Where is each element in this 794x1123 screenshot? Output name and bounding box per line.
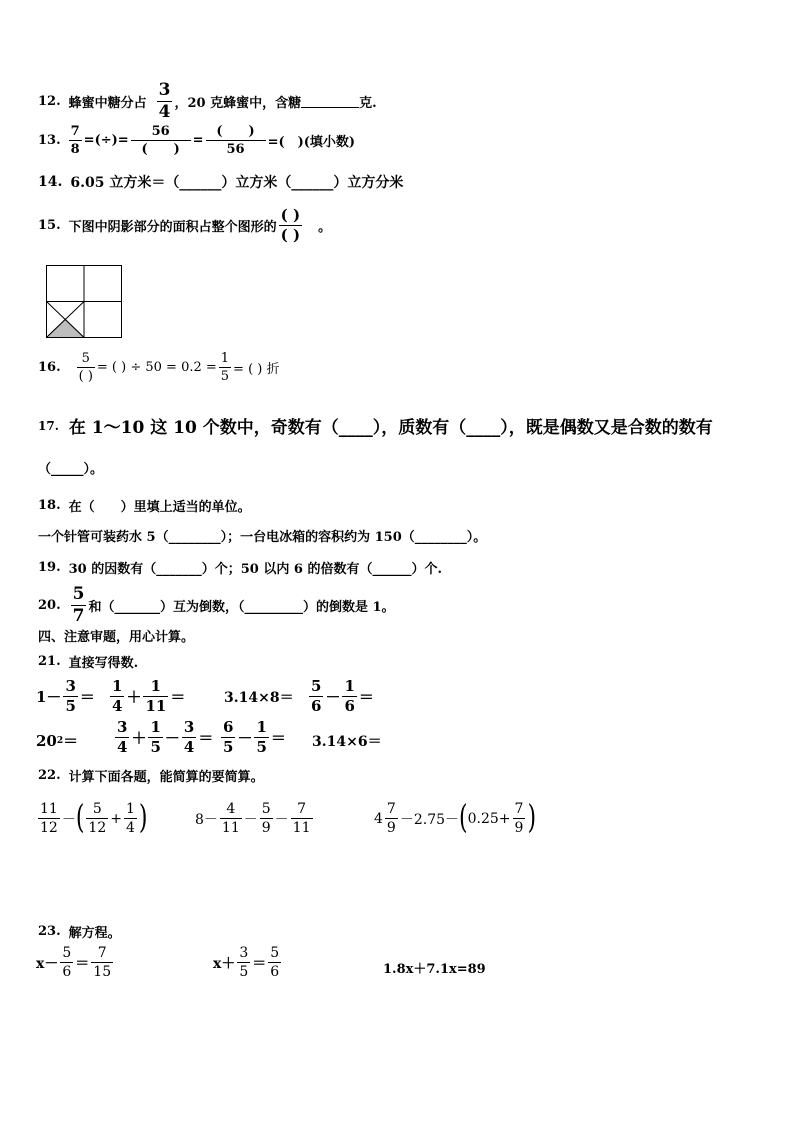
section-heading: 四、注意审题，用心计算。 bbox=[38, 630, 195, 645]
question-14 bbox=[38, 172, 403, 192]
fraction: $\frac{5}{6}$ bbox=[62, 945, 72, 980]
question-text: 直接写得数. bbox=[68, 656, 139, 671]
fraction: $\frac{1}{5}$ bbox=[220, 351, 230, 384]
calc-1-3: 3.14×8＝ bbox=[224, 690, 294, 706]
question-number: 13. bbox=[38, 133, 61, 148]
question-22 bbox=[38, 766, 264, 785]
fraction: $\frac{5}{9}$ bbox=[261, 801, 271, 836]
fraction: $\frac{11}{12}$ bbox=[40, 801, 58, 836]
fraction: $\frac{1}{5}$ bbox=[150, 718, 161, 756]
expression-3: 4 $\frac{7}{9}$ －2.75－ ( 0.25+ $\frac{7}{9}$ ) bbox=[374, 799, 537, 837]
question-number: 16. bbox=[38, 360, 61, 375]
calc-2-2: $\frac{3}{4}$ ＋ $\frac{1}{5}$ － $\frac{3}{4}$ ＝ bbox=[117, 718, 214, 756]
question-18-line-2 bbox=[38, 526, 486, 545]
question-number: 22. bbox=[38, 768, 61, 783]
fraction: $\frac{5}{7}$ bbox=[72, 584, 85, 626]
question-text: 蜂蜜中糖分占 bbox=[68, 96, 147, 111]
question-number: 19. bbox=[38, 560, 61, 575]
fraction: $\frac{( )}{56}$ bbox=[206, 125, 266, 156]
calc-1-2: $\frac{1}{4}$ ＋ $\frac{1}{11}$ ＝ bbox=[112, 677, 186, 715]
question-16 bbox=[38, 352, 279, 383]
question-text: 克. bbox=[359, 96, 377, 111]
question-text: 计算下面各题，能简算的要简算。 bbox=[68, 770, 264, 785]
question-number: 18. bbox=[38, 498, 61, 513]
calc-2-1: 20 2 ＝ bbox=[36, 731, 79, 750]
question-text: 和（_______）互为倒数，（_________）的倒数是 1。 bbox=[88, 600, 395, 615]
fraction: $\frac{5}{12}$ bbox=[88, 801, 107, 836]
fraction: $\frac{1}{11}$ bbox=[145, 677, 167, 715]
equation-part: =( )(填小数) bbox=[267, 135, 356, 150]
question-21 bbox=[38, 652, 138, 671]
question-23 bbox=[38, 922, 121, 941]
fraction: $\frac{7}{9}$ bbox=[514, 801, 524, 836]
fraction: $\frac{3}{4}$ bbox=[117, 718, 128, 756]
question-17 bbox=[38, 413, 713, 438]
fraction: $\frac{6}{5}$ bbox=[223, 718, 234, 756]
equation-part: =(÷)= bbox=[83, 133, 129, 148]
question-text: 下图中阴影部分的面积占整个图形的 bbox=[68, 220, 277, 235]
equation-part: = ( ) 折 bbox=[233, 362, 280, 377]
equation-3: 1.8x＋7.1x=89 bbox=[383, 962, 486, 977]
question-text: 在（ ）里填上适当的单位。 bbox=[68, 500, 251, 515]
question-19 bbox=[38, 558, 442, 577]
question-number: 20. bbox=[38, 598, 61, 613]
expression-1: $\frac{11}{12}$ － ( $\frac{5}{12}$ + $\frac{1}{4}$ ) bbox=[40, 799, 148, 837]
question-number: 12. bbox=[38, 94, 61, 109]
question-text: 解方程。 bbox=[68, 926, 121, 941]
fraction: $\frac{5}{6}$ bbox=[270, 945, 280, 980]
question-text: 6.05 立方米＝（______）立方米（______）立方分米 bbox=[70, 175, 404, 191]
fraction: $\frac{1}{6}$ bbox=[344, 677, 355, 715]
question-text: 一个针管可装药水 5（________）；一台电冰箱的容积约为 150（________）。 bbox=[38, 530, 487, 545]
fraction: $\frac{3}{5}$ bbox=[65, 677, 76, 715]
fraction: $\frac{5}{6}$ bbox=[311, 677, 322, 715]
question-text: ，20 克蜂蜜中，含糖 bbox=[174, 96, 302, 111]
question-12 bbox=[38, 82, 377, 121]
fraction: $\frac{7}{11}$ bbox=[292, 801, 311, 836]
grid-figure bbox=[46, 265, 122, 339]
equation-part: = ( ) ÷ 50 = 0.2 = bbox=[96, 360, 217, 375]
question-number: 17. bbox=[38, 418, 59, 433]
question-text: 。 bbox=[318, 220, 332, 235]
answer-blank[interactable] bbox=[301, 95, 359, 108]
question-20 bbox=[38, 586, 395, 625]
expression-2: 8－ $\frac{4}{11}$ － $\frac{5}{9}$ － $\frac{7}{11}$ bbox=[195, 801, 311, 836]
question-number: 15. bbox=[38, 218, 61, 233]
fraction: $\frac{7}{15}$ bbox=[93, 945, 112, 980]
question-number: 14. bbox=[38, 174, 63, 190]
equation-2: x＋ $\frac{3}{5}$ ＝ $\frac{5}{6}$ bbox=[213, 945, 280, 980]
fraction: $\frac{7}{9}$ bbox=[386, 801, 396, 836]
fraction: $\frac{3}{5}$ bbox=[239, 945, 249, 980]
fraction: $\frac{4}{11}$ bbox=[221, 801, 240, 836]
question-text: 在 1～10 这 10 个数中，奇数有（____），质数有（____），既是偶数又是合数的数有 bbox=[68, 418, 713, 438]
question-text: （_____）。 bbox=[38, 462, 104, 477]
question-text: 30 的因数有（_______）个；50 以内 6 的倍数有（______）个. bbox=[68, 562, 442, 577]
fraction: $\frac{1}{4}$ bbox=[112, 677, 123, 715]
fraction: $\frac{7}{8}$ bbox=[70, 124, 80, 157]
equation-1: x－ $\frac{5}{6}$ ＝ $\frac{7}{15}$ bbox=[36, 945, 112, 980]
equation-part: = bbox=[192, 133, 204, 148]
fraction: $\frac{3}{4}$ bbox=[183, 718, 195, 756]
fraction: $\frac{1}{5}$ bbox=[256, 718, 267, 756]
question-18 bbox=[38, 496, 251, 515]
question-15 bbox=[38, 208, 331, 243]
fraction: $\frac{5}{( )}$ bbox=[78, 351, 93, 384]
fraction: $\frac{1}{4}$ bbox=[125, 801, 135, 836]
calc-2-3: $\frac{6}{5}$ － $\frac{1}{5}$ ＝ bbox=[223, 718, 286, 756]
question-13 bbox=[38, 125, 355, 156]
question-number: 23. bbox=[38, 924, 61, 939]
fraction: $\frac{56}{( )}$ bbox=[131, 125, 191, 156]
fraction: $\frac{( )}{( )}$ bbox=[280, 206, 301, 244]
question-number: 21. bbox=[38, 654, 61, 669]
calc-1-1: 1－ $\frac{3}{5}$ ＝ bbox=[36, 677, 95, 715]
fraction: $\frac{3}{4}$ bbox=[158, 80, 171, 122]
calc-2-4: 3.14×6＝ bbox=[312, 734, 382, 750]
calc-1-4: $\frac{5}{6}$ － $\frac{1}{6}$ ＝ bbox=[311, 677, 374, 715]
question-17-line-2 bbox=[38, 458, 103, 477]
